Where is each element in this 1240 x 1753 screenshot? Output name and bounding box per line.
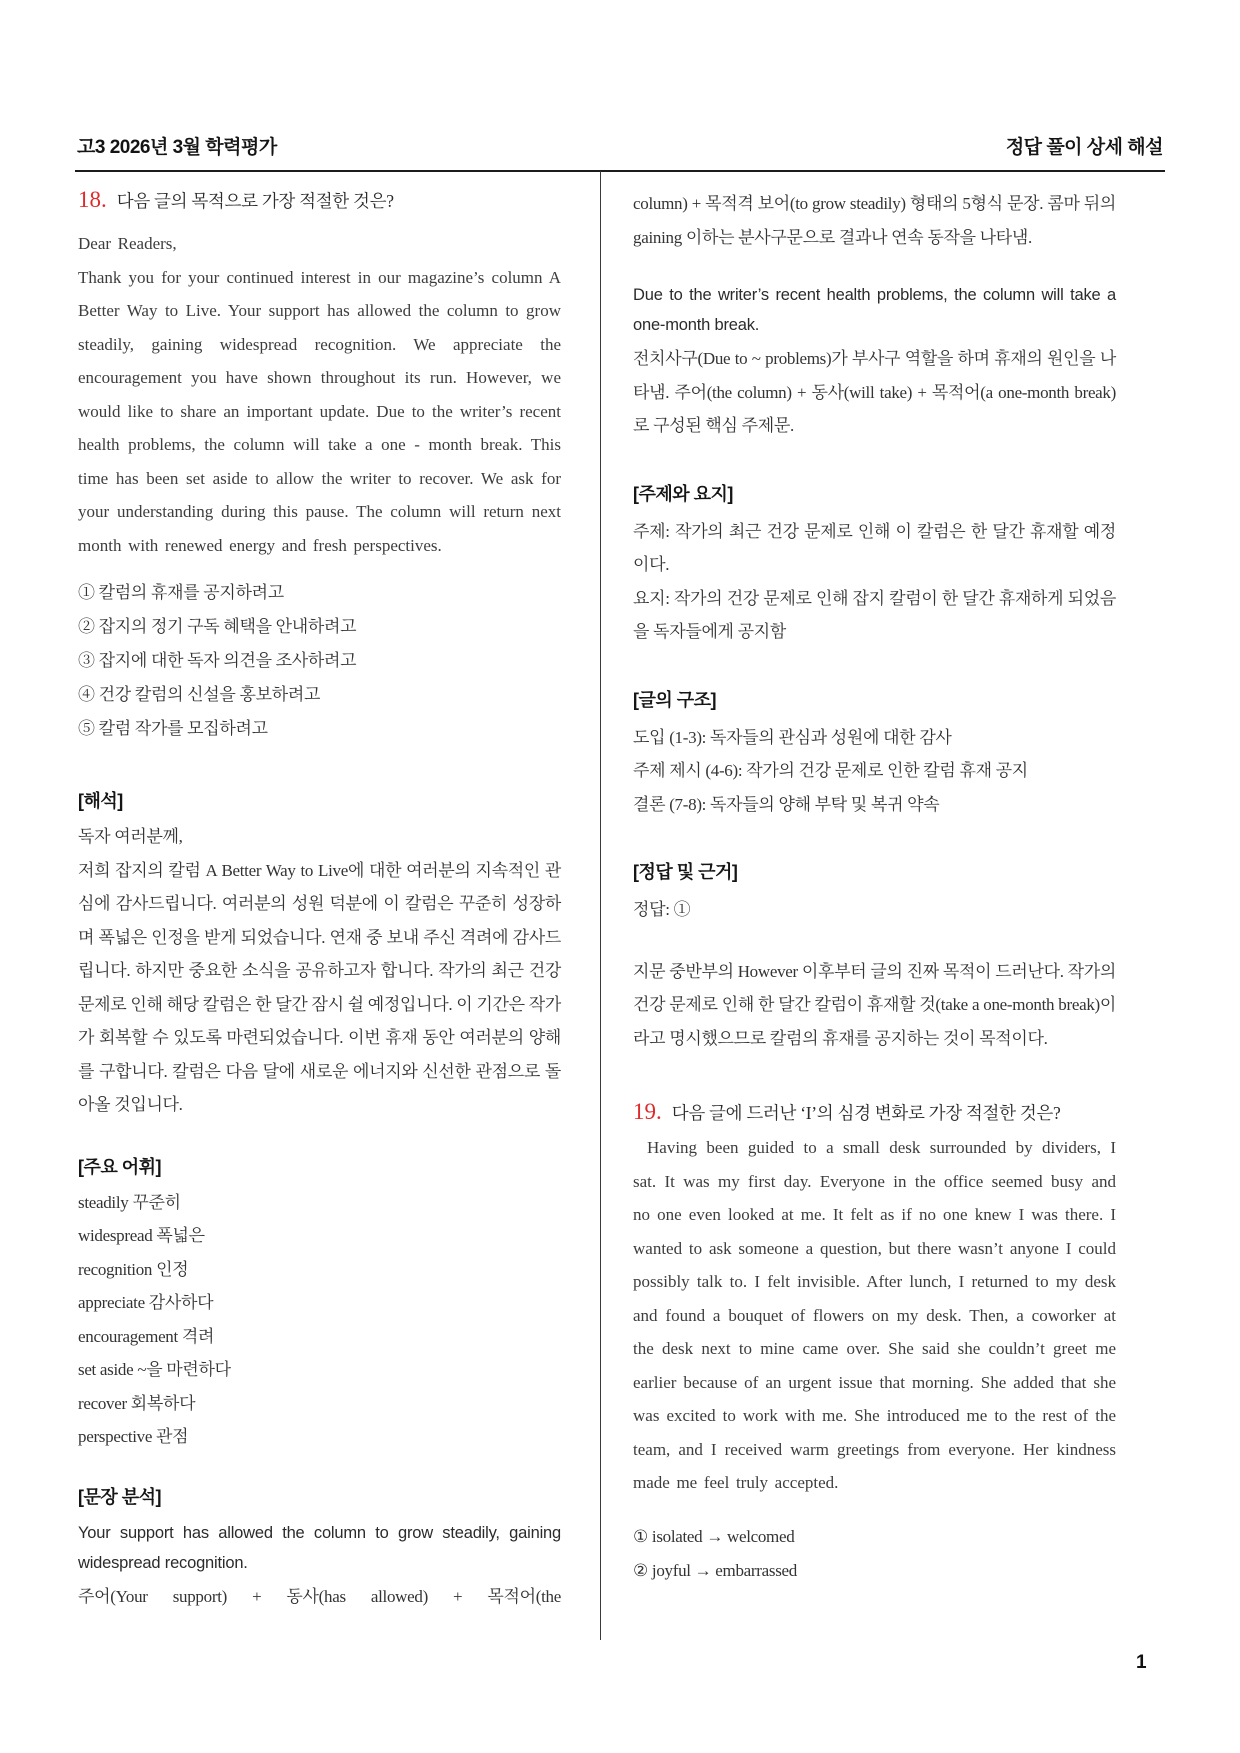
question-18-number: 18. [78, 187, 107, 212]
question-19-heading [633, 1099, 1116, 1125]
structure-line: 주제 제시 (4-6): 작가의 건강 문제로 인한 칼럼 휴재 공지 [633, 761, 1028, 780]
section-title-structure: [글의 구조] [633, 689, 717, 710]
translation-salutation: 독자 여러분께, [78, 827, 183, 846]
q18-option-5: ⑤ 칼럼 작가를 모집하려고 [78, 719, 268, 738]
structure-line: 도입 (1-3): 독자들의 관심과 성원에 대한 감사 [633, 727, 952, 747]
q19-option-2: ② joyful → embarrassed [633, 1560, 797, 1580]
q19-passage: Having been guided to a small desk surrounded by dividers, I sat. It was my first day. Everyone in the office seemed busy and no one even looked at me. It felt as if no one knew I was there. I wanted to ask someone a question, but there wasn’t anyone I could possibly talk to. I felt invisible. After lunch, I returned to my desk and found a bouquet of flowers on my desk. Then, a coworker at the desk next to mine came over. She said she couldn’t greet me earlier because of an urgent issue that morning. She added that she was excited to work with me. She introduced me to the rest of the team, and I received warm greetings from everyone. Her kindness made me feel truly accepted. [633, 1138, 1116, 1492]
structure-list [633, 721, 1116, 822]
vocab-item: set aside ~을 마련하다 [78, 1360, 231, 1379]
theme-gist: 요지: 작가의 건강 문제로 인해 잡지 칼럼이 한 달간 휴재하게 되었음을 독자들에게 공지함 [633, 588, 1116, 641]
header-doc-title: 정답 풀이 상세 해설 [1005, 137, 1163, 158]
question-19-text: 다음 글에 드러난 ‘I’의 심경 변화로 가장 적절한 것은? [671, 1103, 1061, 1123]
vocab-item: recover 회복하다 [78, 1393, 196, 1413]
q18-passage: Thank you for your continued interest in our magazine’s column A Better Way to Live. Your support has allowed the column to grow steadily, gaining widespread recognition. We appreciate the encouragement you have shown throughout its run. However, we would like to share an important update. Due to the writer’s recent health problems, the column will take a one - month break. This time has been set aside to allow the writer to recover. We ask for your understanding during this pause. The column will return next month with renewed energy and fresh perspectives. [78, 267, 561, 555]
vocab-item: recognition 인정 [78, 1259, 189, 1279]
page-number: 1 [1136, 1652, 1147, 1673]
q18-options [78, 576, 561, 746]
sentence-1-analysis-part1: 주어(Your support) + 동사(has allowed) + 목적어(the [78, 1586, 561, 1606]
right-column [633, 183, 1116, 1588]
section-title-translation: [해석] [78, 791, 123, 811]
structure-line: 결론 (7-8): 독자들의 양해 부탁 및 복귀 약속 [633, 794, 940, 814]
q19-option-1: ① isolated → welcomed [633, 1526, 795, 1546]
section-title-sentence-analysis: [문장 분석] [78, 1486, 162, 1507]
translation-body: 저희 잡지의 칼럼 A Better Way to Live에 대한 여러분의 지속적인 관심에 감사드립니다. 여러분의 성원 덕분에 이 칼럼은 꾸준히 성장하며 폭넓은 인정을 받게 되었습니다. 연재 중 보내 주신 격려에 감사드립니다. 하지만 중요한 소식을 공유하고자 합니다. 작가의 최근 건강 문제로 인해 해당 칼럼은 한 달간 잠시 쉴 예정입니다. 이 기간은 작가가 회복할 수 있도록 마련되었습니다. 이번 휴재 동안 여러분의 양해를 구합니다. 칼럼은 다음 달에 새로운 에너지와 신선한 관점으로 돌아올 것입니다. [78, 860, 561, 1114]
section-title-vocab: [주요 어휘] [78, 1156, 162, 1177]
question-19-number: 19. [633, 1099, 662, 1124]
vocab-list [78, 1186, 561, 1454]
q19-options [633, 1520, 1116, 1588]
vocab-item: widespread 폭넓은 [78, 1226, 205, 1245]
q18-passage-salutation: Dear Readers, [78, 234, 177, 253]
column-divider [600, 171, 601, 1640]
theme-topic: 주제: 작가의 최근 건강 문제로 인해 이 칼럼은 한 달간 휴재할 예정이다. [633, 521, 1116, 574]
vocab-item: encouragement 격려 [78, 1326, 215, 1346]
analyzed-sentence-2: Due to the writer’s recent health problems, the column will take a one-month break. [633, 286, 1116, 334]
left-column [78, 183, 561, 1613]
q18-option-4: ④ 건강 칼럼의 신설을 홍보하려고 [78, 685, 321, 704]
q18-option-3: ③ 잡지에 대한 독자 의견을 조사하려고 [78, 651, 357, 670]
answer-rationale: 지문 중반부의 However 이후부터 글의 진짜 목적이 드러난다. 작가의 건강 문제로 인해 한 달간 칼럼이 휴재할 것(take a one-month break)이라고 명시했으므로 칼럼의 휴재를 공지하는 것이 목적이다. [633, 961, 1116, 1048]
section-title-theme: [주제와 요지] [633, 483, 733, 504]
sentence-2-analysis: 전치사구(Due to ~ problems)가 부사구 역할을 하며 휴재의 원인을 나타냄. 주어(the column) + 동사(will take) + 목적어(a one-month break)로 구성된 핵심 주제문. [633, 349, 1116, 435]
header-rule [75, 170, 1165, 172]
section-title-answer: [정답 및 근거] [633, 862, 738, 882]
header-exam-title: 고3 2026년 3월 학력평가 [77, 137, 277, 158]
vocab-item: steadily 꾸준히 [78, 1192, 181, 1212]
vocab-item: perspective 관점 [78, 1427, 189, 1446]
vocab-item: appreciate 감사하다 [78, 1293, 214, 1312]
sentence-1-analysis-part2: column) + 목적격 보어(to grow steadily) 형태의 5형식 문장. 콤마 뒤의 gaining 이하는 분사구문으로 결과나 연속 동작을 나타냄. [633, 194, 1116, 247]
question-18-heading [78, 187, 561, 213]
answer-line: 정답: ① [633, 900, 691, 919]
analyzed-sentence-1: Your support has allowed the column to grow steadily, gaining widespread recognition. [78, 1523, 561, 1572]
q18-option-1: ① 칼럼의 휴재를 공지하려고 [78, 583, 284, 602]
question-18-text: 다음 글의 목적으로 가장 적절한 것은? [116, 191, 394, 211]
q18-option-2: ② 잡지의 정기 구독 혜택을 안내하려고 [78, 617, 357, 636]
